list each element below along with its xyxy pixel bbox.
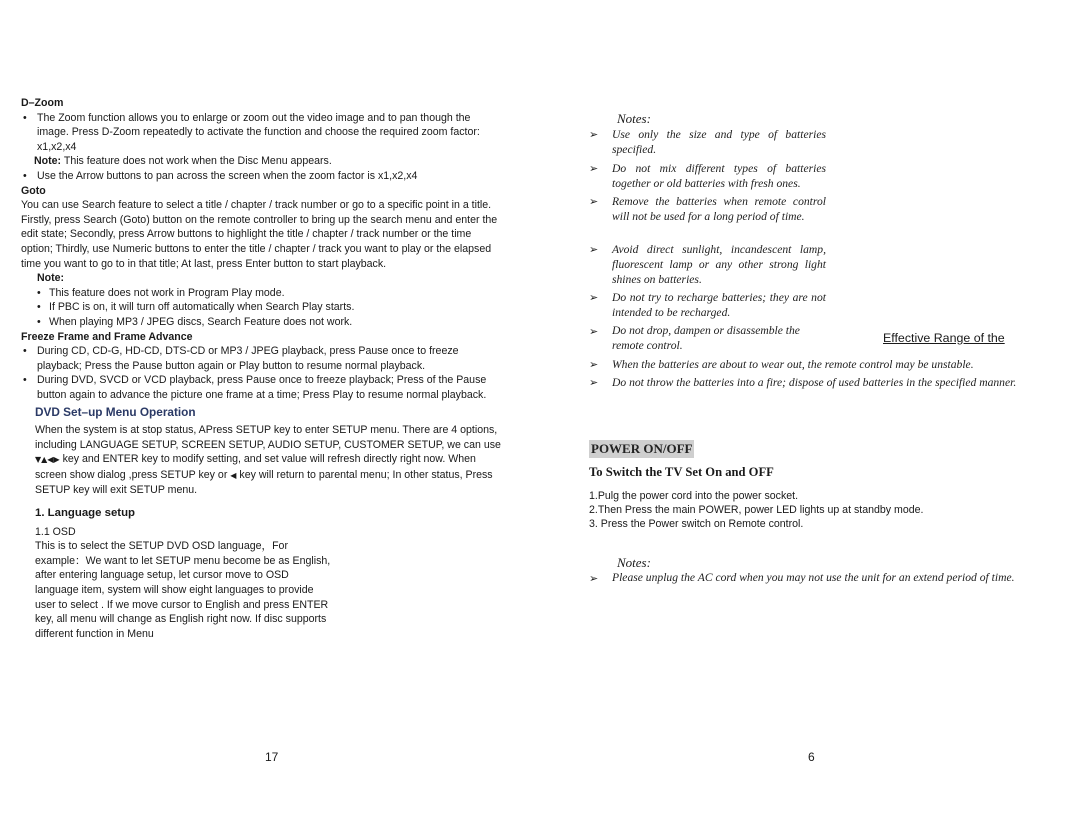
- goto-note-label: Note:: [37, 272, 65, 285]
- battery-note-1: Use only the size and type of batteries specified.: [612, 128, 826, 156]
- bullet-arrow-icon: ➢: [589, 243, 599, 256]
- battery-note-5: Do not try to recharge batteries; they are not intended to be recharged.: [612, 291, 826, 319]
- language-heading: 1. Language setup: [35, 507, 136, 520]
- setup-body: When the system is at stop status, APress SETUP key to enter SETUP menu. There are 4 options, including LANGUAGE SETUP, SCREEN SETUP, AUDIO SETUP, CUSTOMER SETUP, we can use ▼▲◀▶ key and ENTER key to modify setting, and set value will refresh directly right now. When screen show dialog ,press SETUP key or ◀ key will return to parental menu; In other status, Press SETUP key will exit SETUP menu.: [35, 424, 501, 497]
- language-body: This is to select the SETUP DVD OSD language，For example：We want to let SETUP menu become be as English, after entering language setup, let cursor move to OSD language item, system will show eight languages to provide user to select . If we move cursor to English and press ENTER key, all menu will change as English right now. If disc supports different function in Menu: [35, 540, 331, 640]
- dzoom-note-text: This feature does not work when the Disc Menu appears.: [63, 155, 332, 168]
- goto-note-item: • If PBC is on, it will turn off automatically when Search Play starts.: [37, 301, 355, 314]
- battery-note-8: Do not throw the batteries into a fire; dispose of used batteries in the specified manner.: [612, 376, 1017, 389]
- battery-note-2: Do not mix different types of batteries together or old batteries with fresh ones.: [612, 162, 826, 190]
- power-step: 2.Then Press the main POWER, power LED lights up at standby mode.: [589, 504, 924, 517]
- bullet-arrow-icon: ➢: [589, 376, 599, 389]
- bullet-arrow-icon: ➢: [589, 162, 599, 175]
- goto-note-item: • This feature does not work in Program Play mode.: [37, 286, 285, 299]
- unplug-note: Please unplug the AC cord when you may not use the unit for an extend period of time.: [612, 571, 1015, 584]
- left-page-number: 17: [265, 750, 279, 764]
- power-heading: POWER ON/OFF: [591, 441, 693, 456]
- notes-title: Notes:: [617, 111, 651, 126]
- setup-heading: DVD Set–up Menu Operation: [35, 405, 196, 420]
- dzoom-note-label: Note:: [34, 155, 62, 168]
- left-page: [21, 96, 501, 641]
- bullet-arrow-icon: ➢: [589, 128, 599, 141]
- language-sub: 1.1 OSD: [35, 525, 76, 538]
- goto-body: You can use Search feature to select a title / chapter / track number or go to a specific point in a title. Firstly, press Search (Goto) button on the remote controller to bring up the search menu and enter the edit state; Secondly, press Arrow buttons to highlight the title / chapter / track number or the time option; Thirdly, use Numeric buttons to enter the title / chapter / track you want to play or the elapsed time you want to go to in that title; At last, press Enter button to start playback.: [21, 199, 498, 270]
- freeze-heading: Freeze Frame and Frame Advance: [21, 330, 193, 343]
- right-page-number: 6: [808, 750, 815, 764]
- goto-note-item: • When playing MP3 / JPEG discs, Search Feature does not work.: [37, 315, 353, 328]
- battery-note-6: Do not drop, dampen or disassemble the remote control.: [612, 324, 800, 352]
- battery-note-4: Avoid direct sunlight, incandescent lamp, fluorescent lamp or any other strong light shines on batteries.: [612, 243, 826, 286]
- dzoom-note: [21, 154, 501, 169]
- bullet-arrow-icon: ➢: [589, 291, 599, 304]
- dzoom-bullet-1: • The Zoom function allows you to enlarge or zoom out the video image and to pan though the image. Press D-Zoom repeatedly to activate the function and choose the required zoom factor: x1,x2,x4: [23, 111, 480, 153]
- goto-notes-list: [21, 286, 501, 330]
- freeze-bullet-2: • During DVD, SVCD or VCD playback, press Pause once to freeze playback; Press of the Pause button again to advance the picture one frame at a time; Press Play to resume normal playback.: [23, 374, 487, 401]
- power-step: 1.Pulg the power cord into the power socket.: [589, 490, 799, 502]
- battery-note-7: When the batteries are about to wear out, the remote control may be unstable.: [612, 358, 974, 371]
- freeze-bullet-1: • During CD, CD-G, HD-CD, DTS-CD or MP3 / JPEG playback, press Pause once to freeze playback; Press the Pause button again or Play button to resume normal playback.: [23, 345, 459, 372]
- effective-range-link[interactable]: Effective Range of the: [883, 331, 1005, 345]
- switch-heading: To Switch the TV Set On and OFF: [589, 465, 774, 479]
- arrow-keys-icon: ▼▲◀▶: [35, 455, 60, 465]
- power-steps: [589, 489, 923, 532]
- dzoom-heading: D–Zoom: [21, 97, 64, 109]
- left-arrow-icon: ◀: [230, 470, 237, 480]
- battery-note-3: Remove the batteries when remote control will not be used for a long period of time.: [612, 195, 826, 223]
- goto-heading: Goto: [21, 184, 46, 197]
- bullet-arrow-icon: ➢: [589, 325, 599, 338]
- power-step: 3. Press the Power switch on Remote control.: [589, 518, 804, 531]
- notes2-title: Notes:: [617, 555, 651, 570]
- dzoom-bullet-2: • Use the Arrow buttons to pan across the screen when the zoom factor is x1,x2,x4: [23, 169, 418, 182]
- bullet-arrow-icon: ➢: [589, 572, 599, 585]
- bullet-arrow-icon: ➢: [589, 195, 599, 208]
- bullet-arrow-icon: ➢: [589, 358, 599, 371]
